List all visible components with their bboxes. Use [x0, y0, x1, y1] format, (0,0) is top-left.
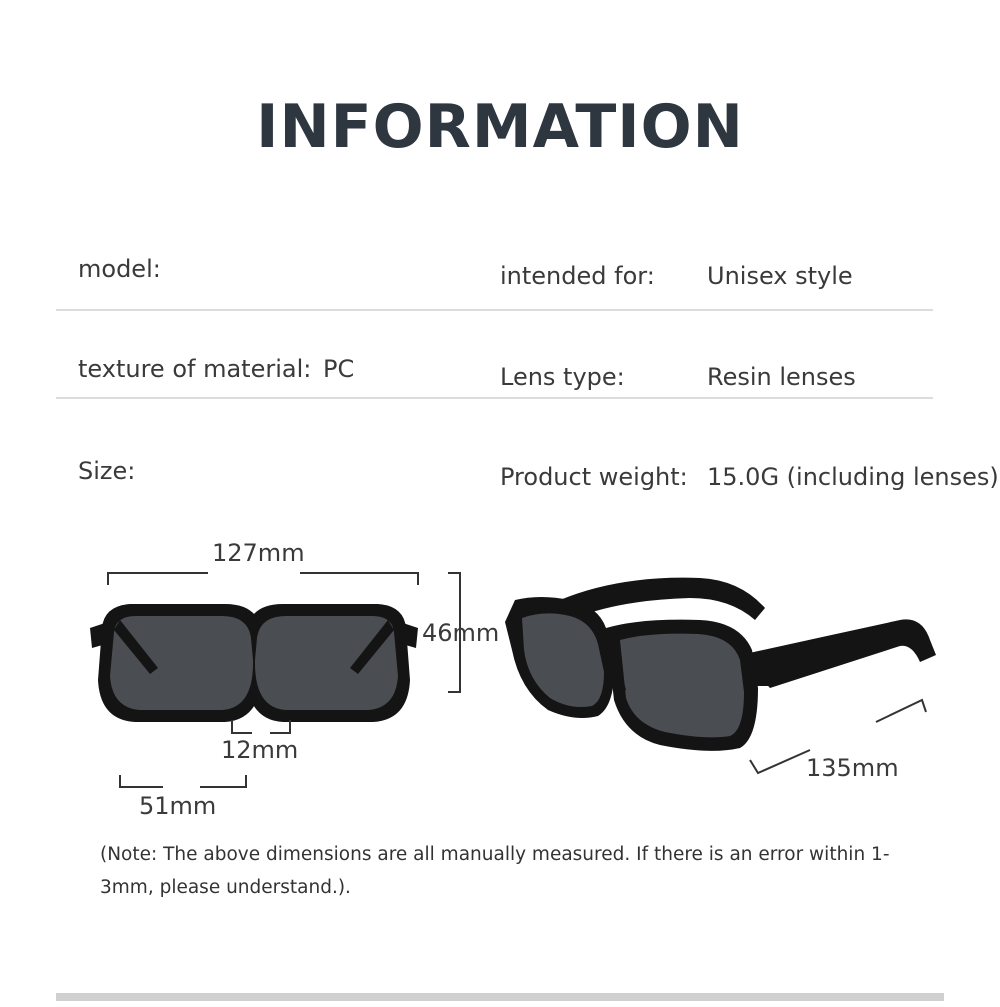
model-label: model:: [78, 255, 161, 283]
temple-length-label: 135mm: [806, 754, 899, 782]
size-label: Size:: [78, 457, 136, 485]
intended-for-label: intended for:: [500, 262, 655, 290]
weight-value: 15.0G (including lenses): [707, 463, 999, 491]
front-view-sunglasses: [90, 604, 418, 722]
total-width-label: 127mm: [212, 539, 305, 567]
intended-for-value: Unisex style: [707, 262, 853, 290]
weight-label: Product weight:: [500, 463, 688, 491]
measurement-note: (Note: The above dimensions are all manually measured. If there is an error within 1-3mm, please understand.).: [100, 844, 890, 898]
lens-type-value: Resin lenses: [707, 363, 856, 391]
footer-bar: [56, 993, 944, 1001]
angled-view-sunglasses: [505, 578, 936, 751]
material-value: PC: [323, 355, 355, 383]
lens-type-label: Lens type:: [500, 363, 625, 391]
bridge-width-label: 12mm: [221, 736, 299, 764]
material-label: texture of material:: [78, 355, 312, 383]
page-title: INFORMATION: [256, 92, 744, 162]
lens-width-label: 51mm: [139, 792, 217, 820]
height-label: 46mm: [422, 619, 500, 647]
